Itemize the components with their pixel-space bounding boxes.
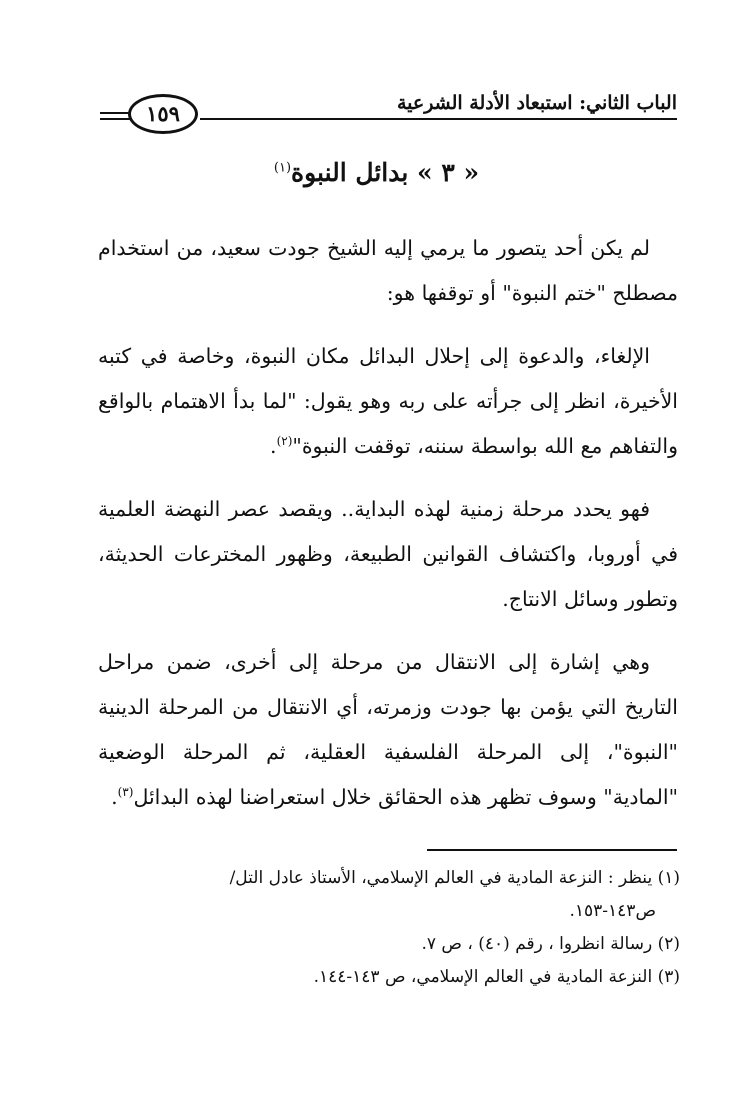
footnotes: [90, 862, 680, 994]
paragraph-4: [98, 640, 678, 820]
page-number: ١٥٩: [128, 94, 198, 134]
footnote-ref-2: (٢): [276, 434, 293, 449]
header-rule-left-bottom: [100, 118, 130, 120]
section-title: [0, 158, 753, 187]
header-rule-left-top: [100, 112, 130, 114]
paragraph-2-end: .: [270, 434, 277, 458]
paragraph-4-end: .: [111, 785, 118, 809]
footnote-3: (٣) النزعة المادية في العالم الإسلامي، ص ١٤٣-١٤٤.: [313, 967, 680, 987]
footnote-ref-3: (٣): [117, 785, 134, 800]
section-title-text: « ٣ » بدائل النبوة: [291, 158, 480, 187]
body-text: [98, 226, 678, 838]
header-rule: [200, 118, 677, 120]
paragraph-1: لم يكن أحد يتصور ما يرمي إليه الشيخ جودت سعيد، من استخدام مصطلح "ختم النبوة" أو توقفها هو:: [98, 236, 678, 305]
page-header: [100, 88, 677, 140]
paragraph-3: فهو يحدد مرحلة زمنية لهذه البداية.. ويقصد عصر النهضة العلمية في أوروبا، واكتشاف القوانين الطبيعة، وظهور المخترعات الحديثة، وتطور وسائل الانتاج.: [98, 497, 678, 611]
paragraph-2: [98, 334, 678, 469]
footnote-1-continuation: ص١٤٣-١٥٣.: [569, 901, 656, 921]
footnote-separator: [427, 849, 677, 851]
section-title-footnote-ref: (١): [273, 160, 292, 176]
footnote-1: (١) ينظر : النزعة المادية في العالم الإسلامي، الأستاذ عادل التل/: [229, 868, 680, 888]
footnote-2: (٢) رسالة انظروا ، رقم (٤٠) ، ص ٧.: [421, 934, 680, 954]
paragraph-4-text: وهي إشارة إلى الانتقال من مرحلة إلى أخرى، ضمن مراحل التاريخ التي يؤمن بها جودت وزمرته، أي الانتقال من المرحلة الدينية "النبوة"، إلى المرحلة الفلسفية العقلية، ثم المرحلة الوضعية "المادية" وسوف تظهر هذه الحقائق خلال استعراضنا لهذه البدائل: [98, 650, 678, 809]
paragraph-2-text: الإلغاء، والدعوة إلى إحلال البدائل مكان النبوة، وخاصة في كتبه الأخيرة، انظر إلى جرأته على ربه وهو يقول: "لما بدأ الاهتمام بالواقع والتفاهم مع الله بواسطة سننه، توقفت النبوة": [98, 344, 678, 458]
chapter-title: الباب الثاني: استبعاد الأدلة الشرعية: [396, 92, 677, 114]
